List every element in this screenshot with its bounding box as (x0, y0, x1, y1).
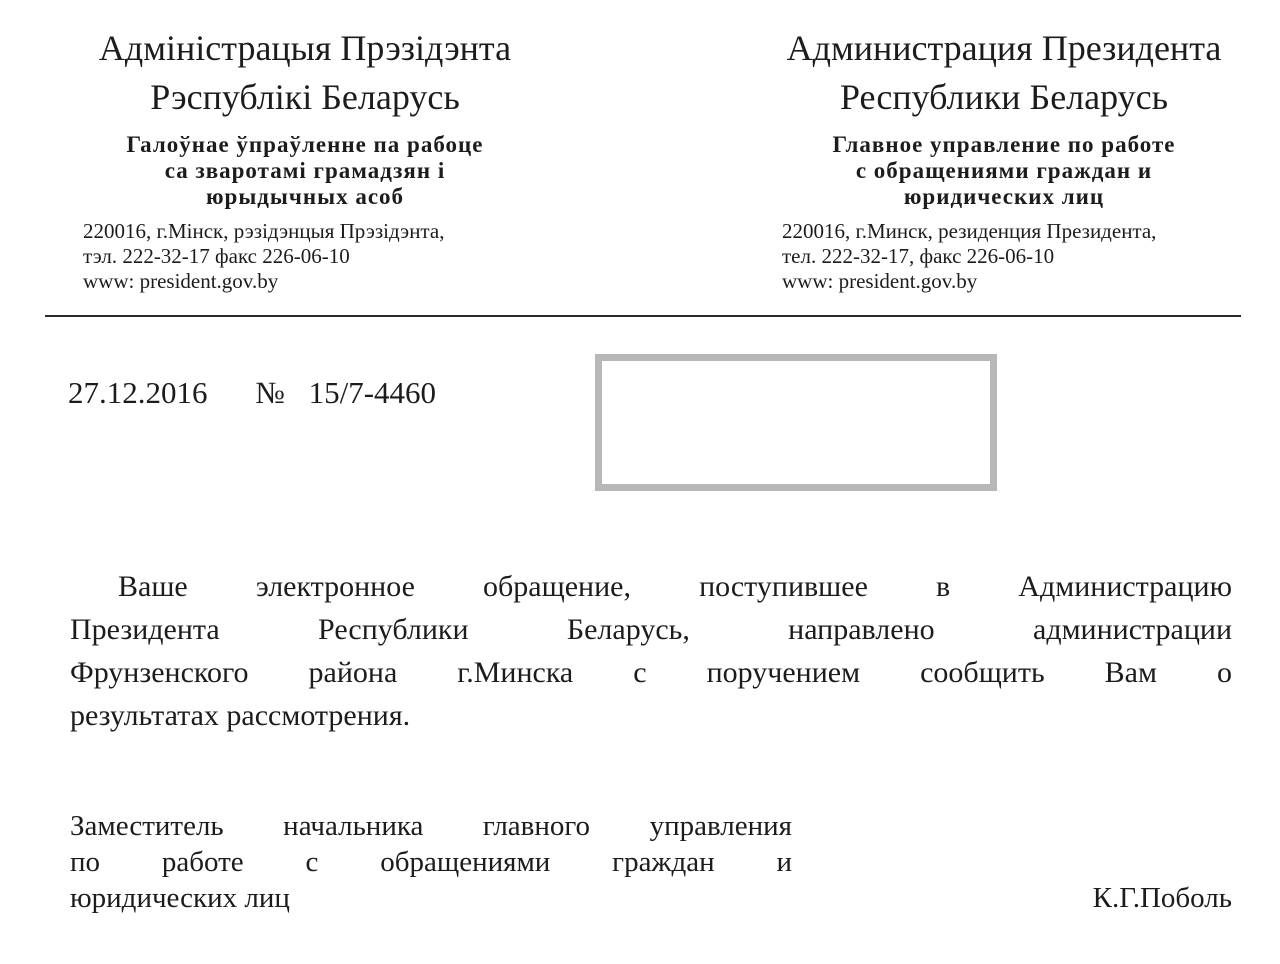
address-line: 220016, г.Мінск, рэзідэнцыя Прэзідэнта, (83, 219, 445, 243)
dept-line: с обращениями граждан и (855, 158, 1153, 183)
dept-line: Галоўнае ўпраўленне па рабоце (126, 132, 484, 157)
org-address-be (43, 219, 567, 294)
reference-line (68, 375, 436, 411)
department-name-ru (742, 132, 1266, 210)
body-line: Президента Республики Беларусь, направлено администрации (70, 613, 1232, 646)
letter-number: 15/7-4460 (308, 375, 437, 410)
signer-position-line: юридических лиц (70, 882, 290, 914)
dept-line: Главное управление по работе (832, 132, 1176, 157)
signer-name: К.Г.Поболь (1092, 882, 1232, 914)
body-line: Ваше электронное обращение, поступившее в Администрацию (118, 570, 1232, 603)
letter-body (70, 565, 1232, 737)
letterhead-belarusian (43, 24, 567, 294)
org-address-ru (742, 219, 1266, 294)
address-line: 220016, г.Минск, резиденция Президента, (782, 219, 1157, 243)
body-line: результатах рассмотрения. (70, 699, 411, 732)
letterhead-divider (45, 315, 1241, 317)
body-line: Фрунзенского района г.Минска с поручением сообщить Вам о (70, 656, 1232, 689)
department-name-be (43, 132, 567, 210)
website-line: www: president.gov.by (782, 269, 978, 293)
website-line: www: president.gov.by (83, 269, 279, 293)
dept-line: са зваротамі грамадзян і (164, 158, 446, 183)
address-line: тел. 222-32-17, факс 226-06-10 (782, 244, 1055, 268)
org-title-line1-be: Адміністрацыя Прэзідэнта (98, 28, 512, 68)
signer-position (70, 808, 792, 916)
address-line: тэл. 222-32-17 факс 226-06-10 (83, 244, 350, 268)
org-title-line2-ru: Республики Беларусь (839, 77, 1169, 117)
signer-position-line: Заместитель начальника главного управления (70, 810, 792, 842)
number-sign: № (255, 375, 285, 410)
org-title-line1-ru: Администрация Президента (786, 28, 1222, 68)
addressee-stamp-box (595, 354, 997, 491)
dept-line: юридических лиц (903, 184, 1105, 209)
signature-block (70, 808, 1232, 916)
signer-position-line: по работе с обращениями граждан и (70, 846, 792, 878)
org-title-line2-be: Рэспублікі Беларусь (150, 77, 460, 117)
letter-date: 27.12.2016 (68, 375, 208, 410)
letterhead-russian (742, 24, 1266, 294)
dept-line: юрыдычных асоб (205, 184, 405, 209)
